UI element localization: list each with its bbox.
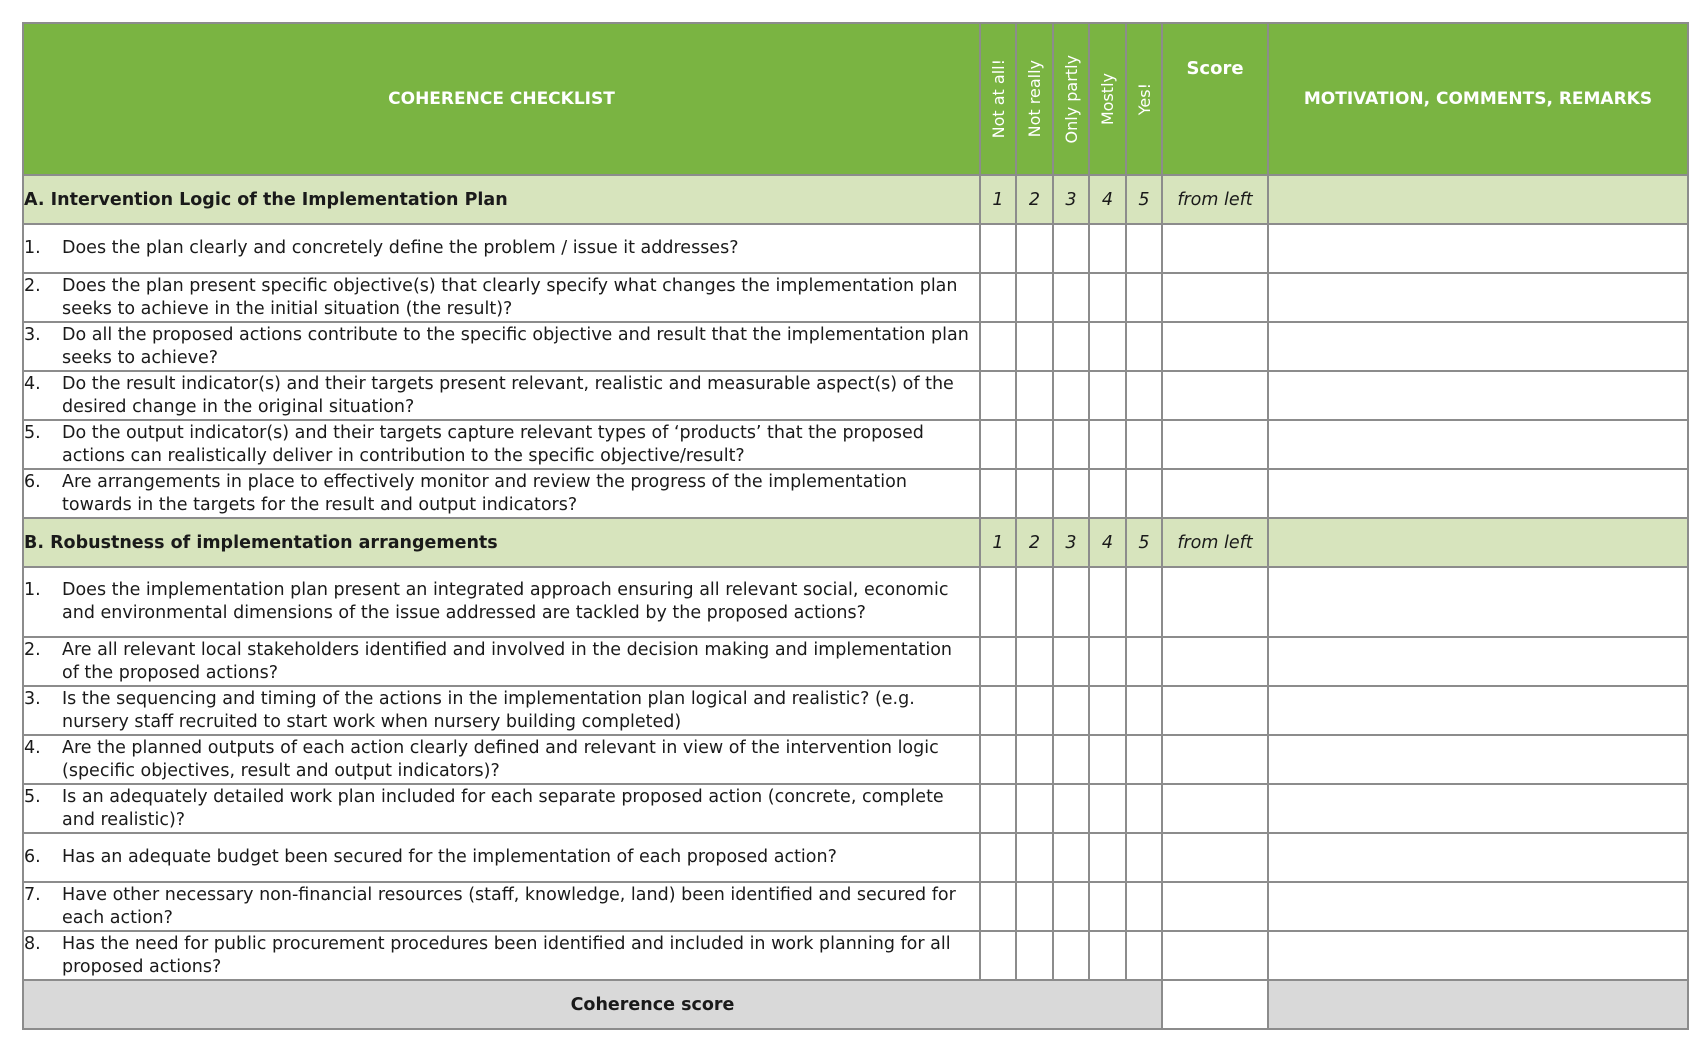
score-cell[interactable]	[1162, 420, 1268, 469]
scale-header-5: Yes!	[1126, 23, 1162, 175]
question-number: 1.	[24, 580, 41, 600]
question-text: Does the plan clearly and concretely define the problem / issue it addresses?	[62, 238, 739, 258]
question-number: 1.	[24, 238, 41, 258]
rating-cell-5[interactable]	[1126, 420, 1162, 469]
question-text: Is an adequately detailed work plan included for each separate proposed action (concrete, complete and realistic)?	[62, 786, 944, 830]
rating-cell-2[interactable]	[1016, 833, 1053, 882]
question-cell	[23, 567, 980, 637]
section-title: A. Intervention Logic of the Implementation Plan	[23, 175, 980, 224]
rating-cell-5[interactable]	[1126, 833, 1162, 882]
scale-header-1: Not at all!	[980, 23, 1016, 175]
question-text: Does the implementation plan present an integrated approach ensuring all relevant social, economic and environmental dimensions of the issue addressed are tackled by the proposed actions?	[62, 580, 949, 623]
question-text: Do the result indicator(s) and their targets present relevant, realistic and measurable aspect(s) of the desired change in the original situation?	[62, 373, 954, 417]
rating-cell-1[interactable]	[980, 420, 1016, 469]
section-row	[23, 518, 1688, 567]
question-cell	[23, 420, 980, 469]
rating-cell-1[interactable]	[980, 637, 1016, 686]
rating-cell-3[interactable]	[1053, 833, 1089, 882]
question-text: Are the planned outputs of each action clearly defined and relevant in view of the intervention logic (specific objectives, result and output indicators)?	[62, 737, 939, 781]
remarks-cell[interactable]	[1268, 567, 1688, 637]
rating-cell-4[interactable]	[1089, 735, 1126, 784]
rating-cell-4[interactable]	[1089, 420, 1126, 469]
scale-header-3: Only partly	[1053, 23, 1089, 175]
question-row	[23, 686, 1688, 735]
rating-cell-1[interactable]	[980, 784, 1016, 833]
section-row	[23, 175, 1688, 224]
rating-cell-4[interactable]	[1089, 882, 1126, 931]
rating-cell-3[interactable]	[1053, 686, 1089, 735]
question-number: 6.	[24, 471, 41, 492]
rating-cell-1[interactable]	[980, 567, 1016, 637]
rating-cell-1[interactable]	[980, 882, 1016, 931]
question-number: 4.	[24, 373, 41, 394]
scale-value: 3	[1053, 175, 1089, 224]
question-text: Are arrangements in place to effectively monitor and review the progress of the implementation towards in the targets for the result and output indicators?	[62, 471, 907, 515]
scale-value: 3	[1053, 518, 1089, 567]
question-number: 7.	[24, 884, 41, 905]
rating-cell-3[interactable]	[1053, 273, 1089, 322]
scale-value: 2	[1016, 175, 1053, 224]
question-cell	[23, 931, 980, 980]
rating-cell-4[interactable]	[1089, 273, 1126, 322]
rating-cell-5[interactable]	[1126, 686, 1162, 735]
question-cell	[23, 469, 980, 518]
section-remarks-cell	[1268, 518, 1688, 567]
rating-cell-1[interactable]	[980, 224, 1016, 273]
scale-header-4: Mostly	[1089, 23, 1126, 175]
rating-cell-5[interactable]	[1126, 567, 1162, 637]
question-row	[23, 882, 1688, 931]
rating-cell-4[interactable]	[1089, 322, 1126, 371]
question-row	[23, 833, 1688, 882]
rating-cell-3[interactable]	[1053, 224, 1089, 273]
question-number: 4.	[24, 737, 41, 758]
question-number: 3.	[24, 324, 41, 345]
remarks-cell[interactable]	[1268, 735, 1688, 784]
rating-cell-5[interactable]	[1126, 735, 1162, 784]
rating-cell-2[interactable]	[1016, 637, 1053, 686]
scale-header-2: Not really	[1016, 23, 1053, 175]
score-cell[interactable]	[1162, 224, 1268, 273]
question-row	[23, 784, 1688, 833]
rating-cell-4[interactable]	[1089, 931, 1126, 980]
section-title: B. Robustness of implementation arrangements	[23, 518, 980, 567]
remarks-cell[interactable]	[1268, 833, 1688, 882]
section-remarks-cell	[1268, 175, 1688, 224]
rating-cell-1[interactable]	[980, 322, 1016, 371]
question-text: Is the sequencing and timing of the actions in the implementation plan logical and realistic? (e.g. nursery staff recruited to start work when nursery building completed)	[62, 688, 915, 732]
rating-cell-2[interactable]	[1016, 784, 1053, 833]
rating-cell-2[interactable]	[1016, 469, 1053, 518]
question-text: Are all relevant local stakeholders identified and involved in the decision making and implementation of the proposed actions?	[62, 639, 952, 683]
rating-cell-5[interactable]	[1126, 371, 1162, 420]
question-cell	[23, 224, 980, 273]
score-cell[interactable]	[1162, 833, 1268, 882]
rating-cell-2[interactable]	[1016, 273, 1053, 322]
question-row	[23, 469, 1688, 518]
remarks-cell[interactable]	[1268, 784, 1688, 833]
question-text: Does the plan present specific objective(s) that clearly specify what changes the implementation plan seeks to achieve in the initial situation (the result)?	[62, 275, 958, 319]
question-number: 6.	[24, 847, 41, 867]
rating-cell-1[interactable]	[980, 686, 1016, 735]
rating-cell-5[interactable]	[1126, 931, 1162, 980]
question-cell	[23, 273, 980, 322]
score-cell[interactable]	[1162, 686, 1268, 735]
rating-cell-2[interactable]	[1016, 567, 1053, 637]
score-cell[interactable]	[1162, 567, 1268, 637]
question-number: 8.	[24, 933, 41, 954]
rating-cell-2[interactable]	[1016, 931, 1053, 980]
rating-cell-3[interactable]	[1053, 931, 1089, 980]
question-number: 5.	[24, 786, 41, 807]
rating-cell-3[interactable]	[1053, 735, 1089, 784]
remarks-cell[interactable]	[1268, 420, 1688, 469]
scale-value: 5	[1126, 175, 1162, 224]
remarks-cell[interactable]	[1268, 931, 1688, 980]
score-header: Score	[1162, 23, 1268, 175]
question-number: 2.	[24, 639, 41, 660]
remarks-cell[interactable]	[1268, 686, 1688, 735]
rating-cell-5[interactable]	[1126, 784, 1162, 833]
rating-cell-4[interactable]	[1089, 224, 1126, 273]
rating-cell-2[interactable]	[1016, 735, 1053, 784]
checklist-title: COHERENCE CHECKLIST	[23, 23, 980, 175]
score-cell[interactable]	[1162, 469, 1268, 518]
question-cell	[23, 371, 980, 420]
scale-value: 2	[1016, 518, 1053, 567]
rating-cell-2[interactable]	[1016, 371, 1053, 420]
rating-cell-5[interactable]	[1126, 273, 1162, 322]
scale-value: 1	[980, 175, 1016, 224]
scale-value: 4	[1089, 175, 1126, 224]
question-row	[23, 735, 1688, 784]
remarks-cell[interactable]	[1268, 469, 1688, 518]
rating-cell-2[interactable]	[1016, 322, 1053, 371]
coherence-score-value[interactable]	[1162, 980, 1268, 1029]
question-text: Has the need for public procurement procedures been identified and included in work planning for all proposed actions?	[62, 933, 951, 977]
remarks-cell[interactable]	[1268, 273, 1688, 322]
question-text: Has an adequate budget been secured for the implementation of each proposed action?	[62, 847, 837, 867]
rating-cell-1[interactable]	[980, 371, 1016, 420]
remarks-header: MOTIVATION, COMMENTS, REMARKS	[1268, 23, 1688, 175]
rating-cell-4[interactable]	[1089, 784, 1126, 833]
rating-cell-5[interactable]	[1126, 882, 1162, 931]
rating-cell-3[interactable]	[1053, 322, 1089, 371]
rating-cell-1[interactable]	[980, 931, 1016, 980]
scale-value: 5	[1126, 518, 1162, 567]
question-cell	[23, 735, 980, 784]
question-cell	[23, 637, 980, 686]
rating-cell-3[interactable]	[1053, 784, 1089, 833]
rating-cell-4[interactable]	[1089, 833, 1126, 882]
scale-value: 4	[1089, 518, 1126, 567]
question-cell	[23, 882, 980, 931]
question-number: 2.	[24, 275, 41, 296]
question-text: Do all the proposed actions contribute to the specific objective and result that the implementation plan seeks to achieve?	[62, 324, 969, 368]
question-number: 5.	[24, 422, 41, 443]
score-note: from left	[1162, 175, 1268, 224]
score-note: from left	[1162, 518, 1268, 567]
question-text: Do the output indicator(s) and their targets capture relevant types of ‘products’ that the proposed actions can realistically deliver in contribution to the specific objective/result?	[62, 422, 924, 466]
score-cell[interactable]	[1162, 637, 1268, 686]
rating-cell-3[interactable]	[1053, 420, 1089, 469]
question-row	[23, 273, 1688, 322]
question-row	[23, 931, 1688, 980]
question-number: 3.	[24, 688, 41, 709]
rating-cell-4[interactable]	[1089, 371, 1126, 420]
footer-row	[23, 980, 1688, 1029]
remarks-cell[interactable]	[1268, 882, 1688, 931]
rating-cell-1[interactable]	[980, 735, 1016, 784]
score-cell[interactable]	[1162, 931, 1268, 980]
remarks-cell[interactable]	[1268, 637, 1688, 686]
remarks-cell[interactable]	[1268, 322, 1688, 371]
score-cell[interactable]	[1162, 273, 1268, 322]
rating-cell-5[interactable]	[1126, 637, 1162, 686]
question-row	[23, 420, 1688, 469]
rating-cell-2[interactable]	[1016, 882, 1053, 931]
question-row	[23, 567, 1688, 637]
footer-remarks-cell	[1268, 980, 1688, 1029]
rating-cell-5[interactable]	[1126, 224, 1162, 273]
rating-cell-3[interactable]	[1053, 469, 1089, 518]
rating-cell-3[interactable]	[1053, 637, 1089, 686]
rating-cell-5[interactable]	[1126, 322, 1162, 371]
score-cell[interactable]	[1162, 322, 1268, 371]
score-cell[interactable]	[1162, 882, 1268, 931]
header-row	[23, 23, 1688, 175]
question-text: Have other necessary non-financial resources (staff, knowledge, land) been identified and secured for each action?	[62, 884, 956, 928]
question-row	[23, 371, 1688, 420]
score-cell[interactable]	[1162, 784, 1268, 833]
question-cell	[23, 686, 980, 735]
remarks-cell[interactable]	[1268, 371, 1688, 420]
rating-cell-1[interactable]	[980, 833, 1016, 882]
rating-cell-4[interactable]	[1089, 469, 1126, 518]
rating-cell-2[interactable]	[1016, 224, 1053, 273]
rating-cell-5[interactable]	[1126, 469, 1162, 518]
rating-cell-2[interactable]	[1016, 686, 1053, 735]
rating-cell-4[interactable]	[1089, 567, 1126, 637]
rating-cell-1[interactable]	[980, 469, 1016, 518]
question-cell	[23, 833, 980, 882]
rating-cell-3[interactable]	[1053, 567, 1089, 637]
question-row	[23, 224, 1688, 273]
score-cell[interactable]	[1162, 371, 1268, 420]
rating-cell-2[interactable]	[1016, 420, 1053, 469]
rating-cell-3[interactable]	[1053, 882, 1089, 931]
question-cell	[23, 784, 980, 833]
question-row	[23, 322, 1688, 371]
coherence-score-label: Coherence score	[23, 980, 1162, 1029]
remarks-cell[interactable]	[1268, 224, 1688, 273]
rating-cell-4[interactable]	[1089, 686, 1126, 735]
rating-cell-3[interactable]	[1053, 371, 1089, 420]
question-cell	[23, 322, 980, 371]
question-row	[23, 637, 1688, 686]
rating-cell-1[interactable]	[980, 273, 1016, 322]
score-cell[interactable]	[1162, 735, 1268, 784]
scale-value: 1	[980, 518, 1016, 567]
rating-cell-4[interactable]	[1089, 637, 1126, 686]
coherence-checklist-table	[22, 22, 1689, 1030]
